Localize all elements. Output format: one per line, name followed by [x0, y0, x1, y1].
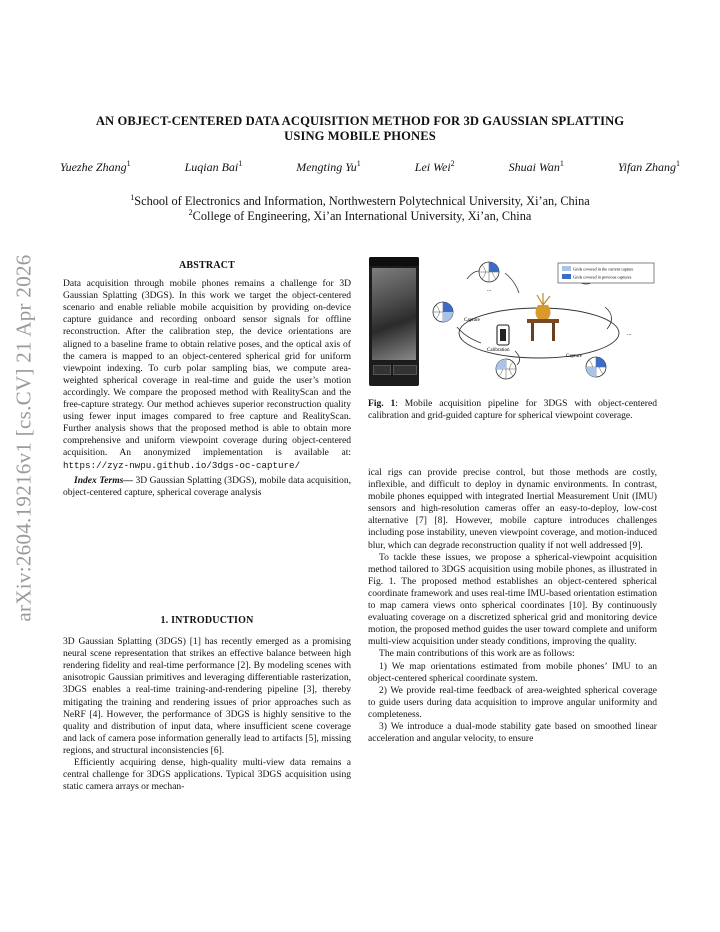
- grid-sphere-icon: [479, 262, 499, 282]
- author: Mengting Yu$^1$: [296, 159, 361, 174]
- abstract-heading: ABSTRACT: [178, 260, 236, 271]
- grid-sphere-icon: [586, 357, 606, 377]
- implementation-link[interactable]: https://zyz-nwpu.github.io/3dgs-oc-capture/: [63, 459, 301, 471]
- right-paragraph-5: 3) We introduce a dual-mode stability gate based on smoothed linear acceleration and angular velocity, to ensure: [368, 720, 657, 745]
- author: Shuai Wan$^1$: [508, 159, 564, 174]
- arrow-icon: [505, 273, 519, 293]
- right-paragraph-3: 1) We map orientations estimated from mobile phones’ IMU to an object-centered spherical coordinate system.: [368, 660, 657, 684]
- affiliations: [40, 194, 680, 224]
- arrow-icon: [605, 307, 612, 329]
- arrow-icon: [457, 327, 481, 343]
- right-paragraph-2: The main contributions of this work are as follows:: [379, 648, 575, 660]
- ellipsis-right: ...: [627, 331, 632, 337]
- legend-previous-label: Grids covered in previous captures: [573, 274, 632, 280]
- capture-label-left: Capture: [464, 318, 480, 323]
- author-list: [60, 160, 680, 175]
- affiliation-1: $^1$School of Electronics and Information, Northwestern Polytechnical University, Xi’an, China: [130, 192, 590, 208]
- author: Luqian Bai$^1$: [184, 159, 243, 174]
- grid-sphere-icon: [496, 359, 516, 379]
- flow-arrows: [457, 271, 612, 365]
- title-line-1: AN OBJECT-CENTERED DATA ACQUISITION METHOD FOR 3D GAUSSIAN SPLATTING: [95, 114, 625, 128]
- intro-paragraph-2: Efficiently acquiring dense, high-quality multi-view data remains a central challenge for 3DGS applications. Typical 3DGS acquisition using static camera arrays or mechan-: [63, 757, 351, 793]
- introduction-section: [63, 615, 351, 793]
- affiliation-2: $^2$College of Engineering, Xi’an International University, Xi’an, China: [188, 207, 532, 223]
- abstract-section: [63, 260, 351, 499]
- legend-swatch-current: [562, 266, 571, 271]
- vase-on-table-icon: [527, 293, 559, 341]
- figure-legend: [558, 263, 654, 283]
- grid-sphere-icon: [433, 302, 453, 322]
- capture-label-right: Capture: [566, 354, 582, 359]
- legend-current-label: Grids covered in the current capture: [573, 266, 634, 272]
- title-line-2: USING MOBILE PHONES: [284, 129, 436, 143]
- right-paragraph-1: To tackle these issues, we propose a spherical-viewpoint acquisition method tailored to 3DGS acquisition using mobile phones, as illustrated in Fig. 1. The proposed method establishes an object-centered spherical coordinate framework and uses real-time IMU-based orientation estimation to map camera views onto spherical coordinates [10]. By continuously evaluating coverage on a discretized spherical grid and monitoring device motion, the proposed method guides the user toward complete and uniform multi-view acquisition under steady conditions, improving the quality.: [368, 551, 657, 648]
- author: Yuezhe Zhang$^1$: [60, 159, 131, 174]
- calibration-phone-icon: [497, 325, 509, 345]
- right-column-body: [368, 467, 657, 745]
- index-terms: Index Terms— 3D Gaussian Splatting (3DGS), mobile data acquisition, object-centered capture, spherical coverage analysis: [63, 474, 351, 498]
- author: Lei Wei$^2$: [414, 159, 455, 174]
- intro-paragraph-1: 3D Gaussian Splatting (3DGS) [1] has recently emerged as a promising neural scene representation that strikes an effective balance between high rendering fidelity and real-time performance [2]. By modeling scenes with anisotropic Gaussian primitives and leveraging differentiable rasterization, 3DGS enables a real-time training-and-rendering pipeline [3], thereby mitigating the training and rendering issues of prior approaches such as NeRF [4]. However, the performance of 3DGS is highly sensitive to the quality and distribution of input data, where insufficient scene coverage and lack of camera pose information generally lead to artifacts [5], missing regions, and structural inconsistencies [6].: [63, 636, 351, 756]
- pipeline-diagram: [369, 257, 658, 387]
- figure-1: [369, 257, 658, 387]
- figure-1-caption: Fig. 1: Mobile acquisition pipeline for 3DGS with object-centered calibration and grid-guided capture for spherical viewpoint coverage.: [368, 398, 657, 422]
- figure-label: Fig. 1: [368, 398, 396, 409]
- arrow-icon: [515, 351, 520, 365]
- author: Yifan Zhang$^1$: [617, 159, 680, 174]
- introduction-heading: 1. INTRODUCTION: [160, 615, 254, 626]
- paper-title: [40, 114, 680, 144]
- calibration-label: Calibration: [487, 348, 510, 353]
- abstract-text: Data acquisition through mobile phones remains a challenge for 3D Gaussian Splatting (3DGS). In this work we target the object-centered scenario and enable reliable mobile acquisition by providing on-device capture guidance and recording onboard sensor signals for offline reconstruction. After the calibration step, the device orientations are aligned to a baseline frame to obtain relative poses, and the optical axis of the camera is mapped to an object-centered spherical grid for uniform viewpoint indexing. To curb polar sampling bias, we compute area-weighted spherical coverage in real-time and guide the user’s motion accordingly. We compare the proposed method with RealityScan and the free-capture strategy. Our method achieves superior reconstruction quality using fewer input images compared to free capture and RealityScan. Further analysis shows that the proposed method is able to obtain more comprehensive and uniform viewpoint coverage during object-centered acquisition. An anonymized implementation is available at: https://zyz-nwpu.github.io/3dgs-oc-capture/: [63, 278, 351, 471]
- ellipsis-top: ...: [487, 287, 492, 293]
- legend-swatch-previous: [562, 274, 571, 279]
- right-paragraph-4: 2) We provide real-time feedback of area-weighted spherical coverage to guide users during data acquisition to improve angular uniformity and completeness.: [368, 684, 657, 720]
- right-paragraph-0: ical rigs can provide precise control, but those methods are costly, inflexible, and difficult to deploy in dynamic environments. In contrast, mobile phones equipped with integrated Inertial Measurement Unit (IMU) sensors and high-resolution cameras offer an easy-to-deploy, low-cost alternative [7] [8]. However, mobile capture introduces challenges including pose instability, uneven viewpoint coverage, and motion-induced blur, which can degrade reconstruction quality if not well addressed [9].: [368, 467, 657, 551]
- arrow-icon: [467, 271, 479, 279]
